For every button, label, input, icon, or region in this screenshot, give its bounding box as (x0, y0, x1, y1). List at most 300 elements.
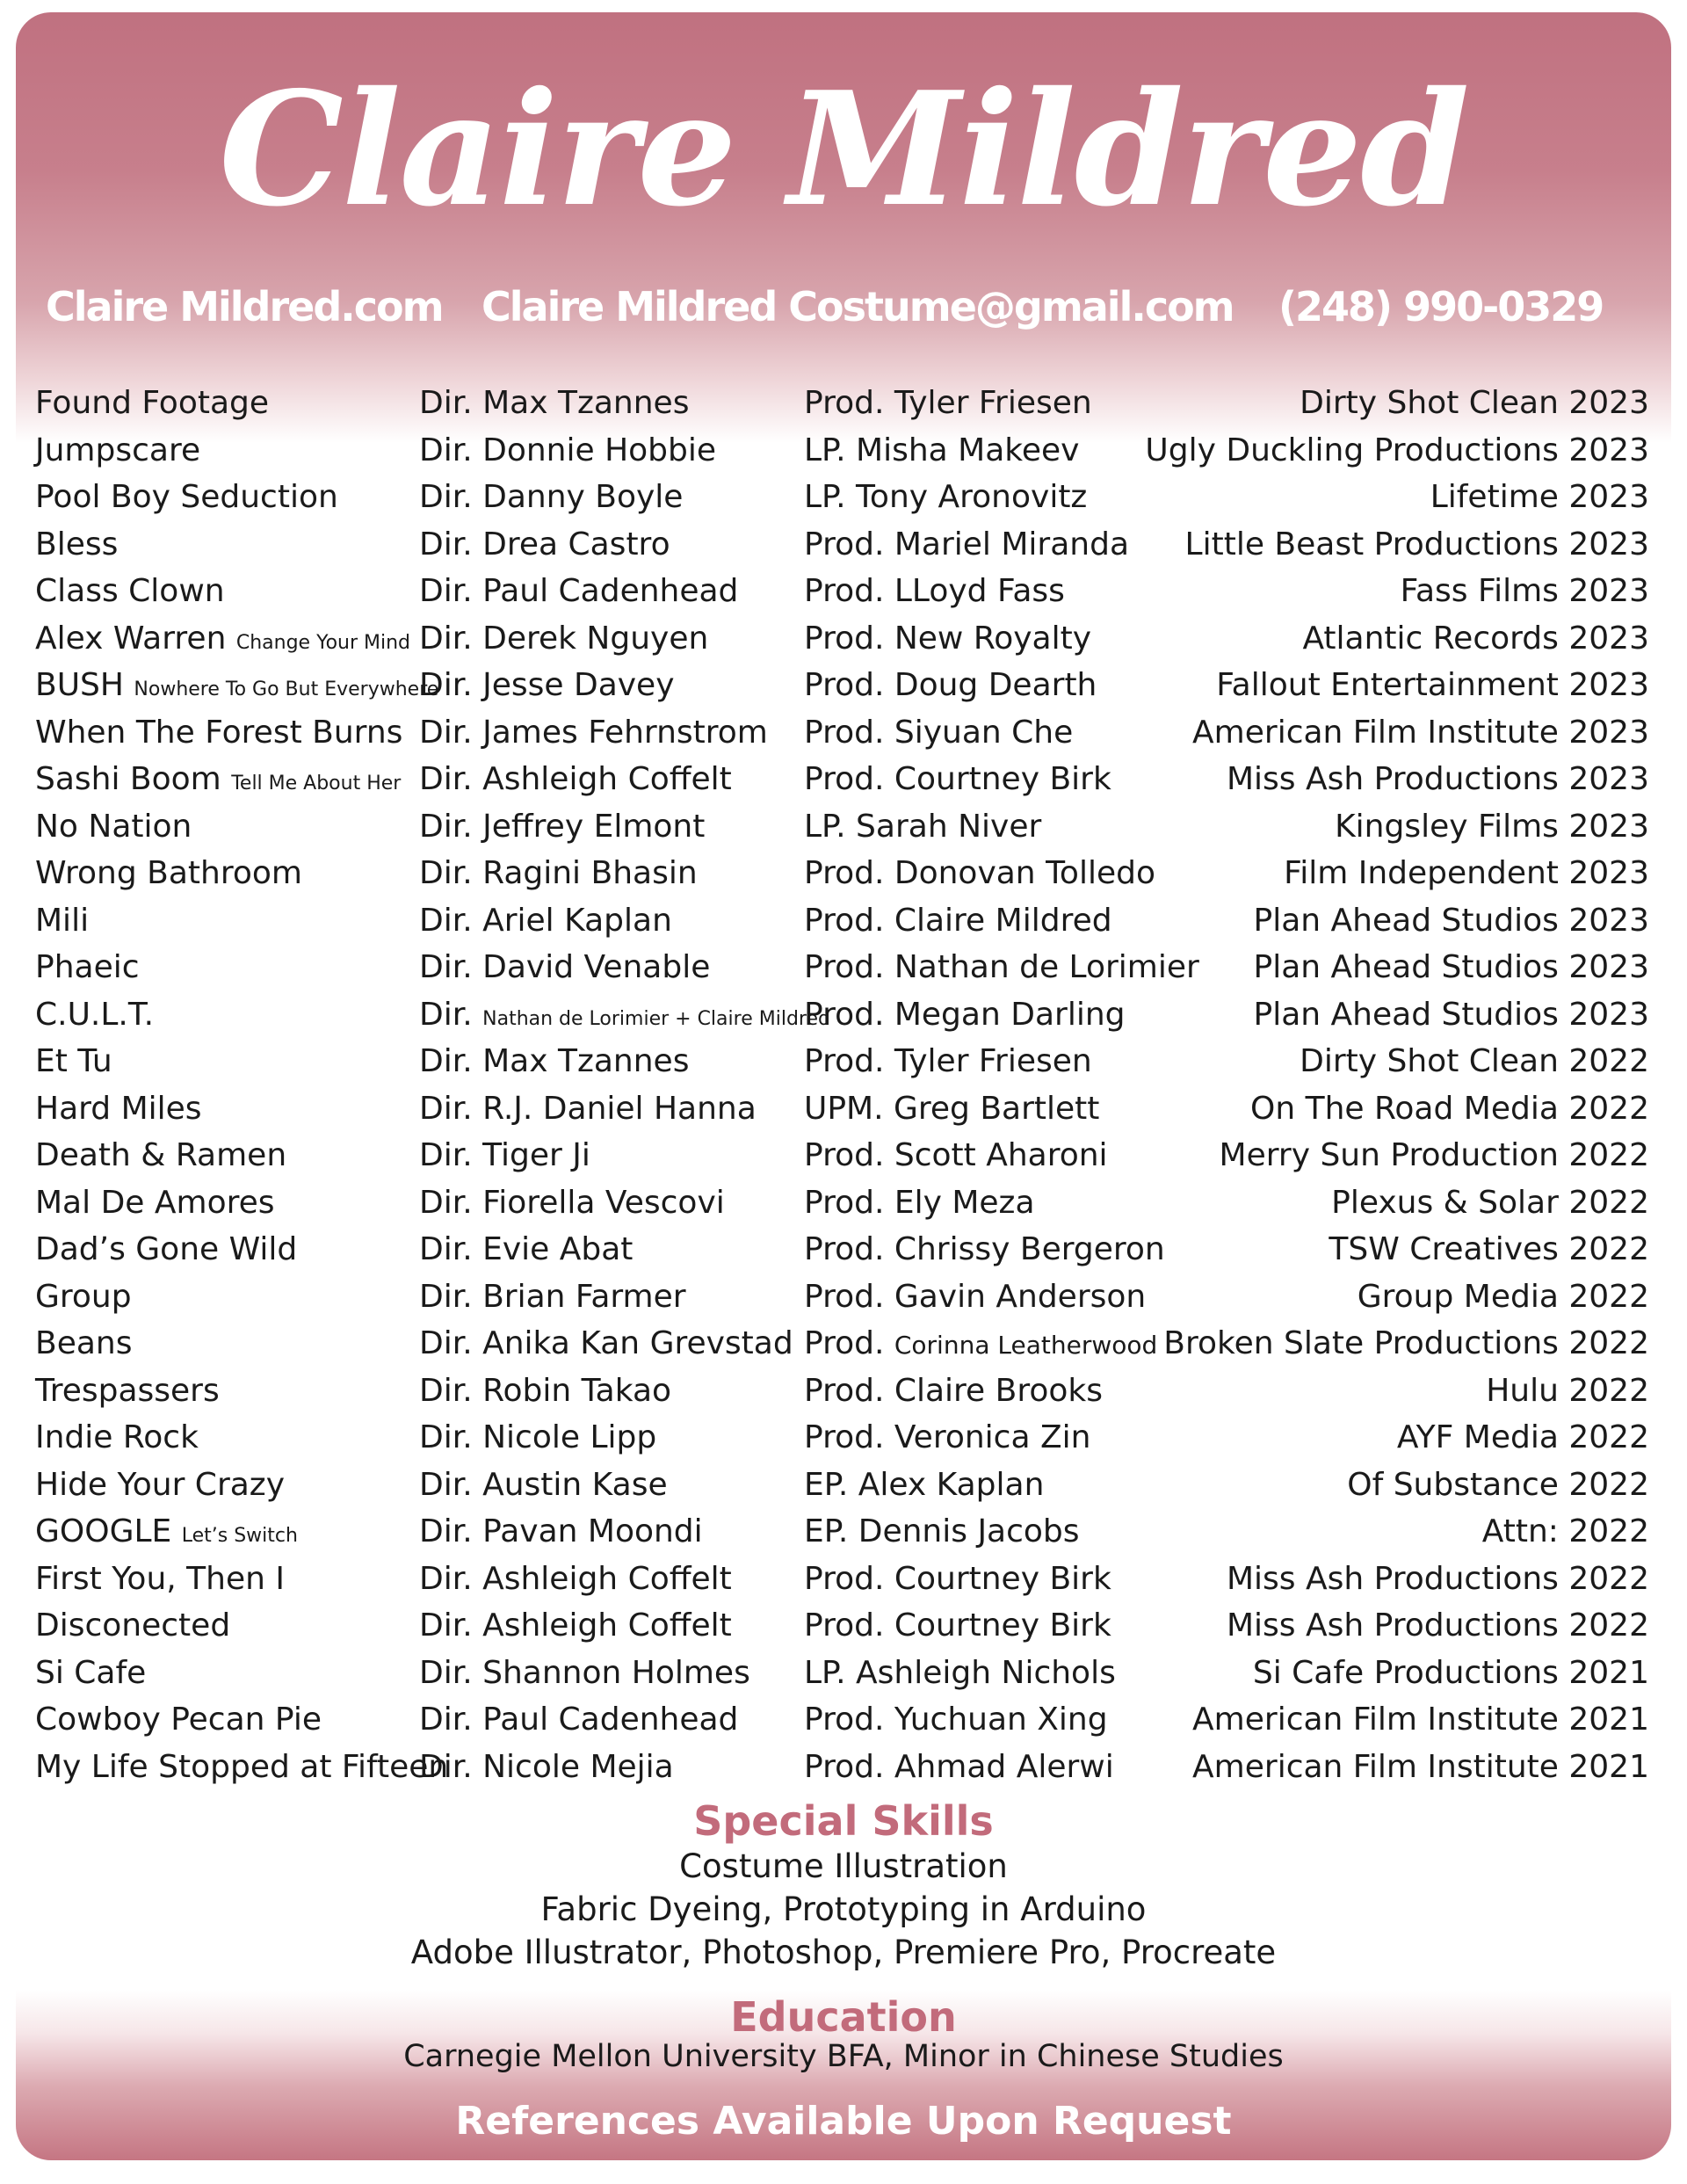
producer: Prod. Scott Aharoni (804, 1137, 1108, 1173)
company: Plan Ahead Studios (1253, 949, 1559, 985)
project-title: Alex Warren (35, 620, 227, 657)
project-cell (35, 1320, 132, 1368)
producer: Prod. Tyler Friesen (804, 385, 1092, 421)
company: On The Road Media (1250, 1090, 1559, 1127)
director: Dir. David Venable (419, 949, 711, 985)
producer-cell (804, 944, 1199, 991)
credit-row (0, 1038, 1687, 1085)
company: Lifetime (1430, 479, 1559, 515)
director: Dir. James Fehrnstrom (419, 714, 768, 751)
director: Dir. Jeffrey Elmont (419, 808, 706, 845)
project-subtitle: Tell Me About Her (231, 773, 402, 795)
project-cell (35, 615, 410, 667)
producer: EP. Alex Kaplan (804, 1466, 1045, 1503)
project-title: Disconected (35, 1607, 231, 1643)
producer: EP. Dennis Jacobs (804, 1513, 1080, 1549)
year: 2023 (1568, 385, 1649, 421)
project-cell (35, 1650, 146, 1697)
producer-cell (804, 1226, 1165, 1273)
producer-cell (804, 427, 1079, 475)
director: Dir. (419, 996, 473, 1033)
project-cell (35, 1226, 297, 1273)
credit-row (0, 709, 1687, 757)
year: 2022 (1568, 1043, 1649, 1079)
company: Hulu (1486, 1372, 1559, 1409)
company: Broken Slate Productions (1163, 1325, 1559, 1361)
director-cell (419, 991, 830, 1043)
credit-row (0, 1696, 1687, 1744)
credit-row (0, 568, 1687, 615)
phone-number: (248) 990-0329 (1278, 283, 1604, 330)
company-year-cell (1482, 1508, 1649, 1556)
credit-row (0, 1368, 1687, 1415)
company-year-cell (1254, 991, 1649, 1039)
director-cell (419, 1368, 671, 1415)
project-title: Phaeic (35, 949, 140, 985)
director-cell (419, 1556, 732, 1603)
credit-row (0, 1273, 1687, 1321)
year: 2023 (1568, 667, 1649, 703)
producer-cell (804, 521, 1129, 569)
project-title: Hide Your Crazy (35, 1466, 286, 1503)
director-cell (419, 380, 689, 427)
company-year-cell (1430, 474, 1649, 521)
project-cell (35, 380, 269, 427)
company-year-cell (1401, 568, 1649, 615)
producer: Prod. Megan Darling (804, 996, 1126, 1033)
director: Dir. R.J. Daniel Hanna (419, 1090, 757, 1127)
producer-cell (804, 1132, 1108, 1179)
company-year-cell (1192, 709, 1649, 757)
credit-row (0, 1744, 1687, 1791)
producer-cell (804, 850, 1155, 897)
producer: Prod. Doug Dearth (804, 667, 1097, 703)
education-text: Carnegie Mellon University BFA, Minor in Chinese Studies (403, 2039, 1284, 2074)
project-cell (35, 1744, 448, 1791)
producer-cell (804, 991, 1125, 1039)
project-cell (35, 1085, 202, 1133)
company: TSW Creatives (1329, 1231, 1559, 1267)
producer: Prod. Courtney Birk (804, 1560, 1111, 1597)
director: Dir. Tiger Ji (419, 1137, 590, 1173)
project-cell (35, 521, 118, 569)
project-cell (35, 897, 89, 945)
year: 2023 (1568, 855, 1649, 891)
year: 2023 (1568, 526, 1649, 562)
director-cell (419, 474, 683, 521)
director: Dir. Derek Nguyen (419, 620, 709, 657)
year: 2022 (1568, 1231, 1649, 1267)
producer-cell (804, 662, 1097, 709)
producer: Prod. LLoyd Fass (804, 573, 1065, 609)
credit-row (0, 1508, 1687, 1556)
company: Of Substance (1347, 1466, 1559, 1503)
project-subtitle: Nowhere To Go But Everywhere (134, 678, 439, 700)
credit-row (0, 850, 1687, 897)
credit-row (0, 1179, 1687, 1227)
project-title: Et Tu (35, 1043, 112, 1079)
company-year-cell (1284, 850, 1649, 897)
project-cell (35, 1368, 220, 1415)
director-cell (419, 1508, 703, 1556)
company-year-cell (1192, 1696, 1649, 1744)
director-cell (419, 615, 708, 663)
year: 2023 (1568, 620, 1649, 657)
project-title: Dad’s Gone Wild (35, 1231, 298, 1267)
director-cell (419, 1273, 686, 1321)
director: Dir. Ashleigh Coffelt (419, 761, 732, 797)
director-cell (419, 1650, 750, 1697)
producer-cell (804, 1508, 1080, 1556)
producer-cell (804, 756, 1111, 803)
project-cell (35, 1179, 275, 1227)
year: 2022 (1568, 1466, 1649, 1503)
director-cell (419, 756, 732, 803)
year: 2022 (1568, 1560, 1649, 1597)
project-title: GOOGLE (35, 1513, 172, 1549)
year: 2023 (1568, 573, 1649, 609)
company-year-cell (1216, 662, 1649, 709)
project-cell (35, 1602, 230, 1650)
credit-row (0, 521, 1687, 569)
producer: Prod. Veronica Zin (804, 1419, 1091, 1455)
director: Dir. Ragini Bhasin (419, 855, 698, 891)
project-title: Found Footage (35, 385, 270, 421)
producer: Prod. Chrissy Bergeron (804, 1231, 1165, 1267)
project-title: Mili (35, 902, 90, 939)
project-title: No Nation (35, 808, 192, 845)
project-title: C.U.L.T. (35, 996, 155, 1033)
director-cell (419, 1414, 656, 1462)
producer: Prod. Courtney Birk (804, 1607, 1111, 1643)
producer-cell (804, 1368, 1103, 1415)
director-cell (419, 897, 672, 945)
project-title: Indie Rock (35, 1419, 199, 1455)
company-year-cell (1335, 803, 1649, 851)
company-year-cell (1331, 1179, 1649, 1227)
year: 2022 (1568, 1090, 1649, 1127)
director: Dir. Pavan Moondi (419, 1513, 703, 1549)
credit-row (0, 991, 1687, 1039)
credit-row (0, 1320, 1687, 1368)
credit-row (0, 1085, 1687, 1133)
producer-cell (804, 474, 1087, 521)
producer: Prod. (804, 1325, 885, 1361)
company: American Film Institute (1192, 1748, 1559, 1785)
producer-cell (804, 568, 1065, 615)
director: Dir. Max Tzannes (419, 1043, 690, 1079)
director-cell (419, 1602, 732, 1650)
company: Plexus & Solar (1331, 1184, 1559, 1221)
project-cell (35, 1696, 322, 1744)
director: Dir. Jesse Davey (419, 667, 675, 703)
year: 2023 (1568, 479, 1649, 515)
project-cell (35, 1462, 285, 1509)
director: Dir. Austin Kase (419, 1466, 668, 1503)
producer-cell (804, 1179, 1035, 1227)
director: Dir. Nicole Mejia (419, 1748, 674, 1785)
project-title: Mal De Amores (35, 1184, 275, 1221)
producer-cell (804, 1556, 1111, 1603)
project-cell (35, 756, 401, 808)
year: 2023 (1568, 949, 1649, 985)
director: Dir. Robin Takao (419, 1372, 672, 1409)
company: American Film Institute (1192, 1701, 1559, 1738)
producer-cell (804, 615, 1091, 663)
producer: Prod. Tyler Friesen (804, 1043, 1092, 1079)
producer-cell (804, 1085, 1099, 1133)
credit-row (0, 662, 1687, 709)
company: Dirty Shot Clean (1300, 385, 1559, 421)
year: 2021 (1568, 1701, 1649, 1738)
project-cell (35, 568, 225, 615)
producer-cell (804, 1744, 1114, 1791)
producer: LP. Tony Aronovitz (804, 479, 1088, 515)
project-title: First You, Then I (35, 1560, 285, 1597)
project-title: Pool Boy Seduction (35, 479, 338, 515)
project-title: Beans (35, 1325, 133, 1361)
producer: Prod. Ely Meza (804, 1184, 1035, 1221)
director: Dir. Paul Cadenhead (419, 1701, 739, 1738)
project-cell (35, 1273, 132, 1321)
email-link[interactable]: Claire Mildred Costume@gmail.com (481, 283, 1234, 330)
producer-cell (804, 897, 1112, 945)
director-cell (419, 850, 698, 897)
project-title: Sashi Boom (35, 761, 221, 797)
credit-row (0, 1602, 1687, 1650)
producer: LP. Ashleigh Nichols (804, 1654, 1116, 1691)
year: 2023 (1568, 902, 1649, 939)
credit-row (0, 897, 1687, 945)
company-year-cell (1329, 1226, 1649, 1273)
director: Dir. Brian Farmer (419, 1278, 686, 1315)
company-year-cell (1220, 1132, 1649, 1179)
company-year-cell (1250, 1085, 1649, 1133)
company: Miss Ash Productions (1226, 761, 1559, 797)
producer: Prod. Courtney Birk (804, 761, 1111, 797)
year: 2022 (1568, 1137, 1649, 1173)
company-year-cell (1254, 944, 1649, 991)
director-cell (419, 1085, 757, 1133)
credit-row (0, 615, 1687, 663)
company: Merry Sun Production (1219, 1137, 1559, 1173)
company: Dirty Shot Clean (1300, 1043, 1559, 1079)
company-year-cell (1185, 521, 1649, 569)
producer: Prod. Siyuan Che (804, 714, 1074, 751)
year: 2022 (1568, 1513, 1649, 1549)
producer: Prod. Claire Brooks (804, 1372, 1104, 1409)
director-cell (419, 1226, 633, 1273)
company-year-cell (1145, 427, 1649, 475)
producer-cell (804, 1602, 1111, 1650)
company-year-cell (1486, 1368, 1649, 1415)
credit-row (0, 474, 1687, 521)
director: Dir. Ashleigh Coffelt (419, 1607, 732, 1643)
company-year-cell (1347, 1462, 1649, 1509)
project-title: When The Forest Burns (35, 714, 403, 751)
year: 2021 (1568, 1654, 1649, 1691)
year: 2023 (1568, 432, 1649, 468)
education-heading: Education (730, 1993, 957, 2041)
project-title: Class Clown (35, 573, 225, 609)
company: Si Cafe Productions (1252, 1654, 1559, 1691)
credit-row (0, 380, 1687, 427)
credit-row (0, 1556, 1687, 1603)
credit-row (0, 1132, 1687, 1179)
project-cell (35, 1414, 199, 1462)
director: Dir. Drea Castro (419, 526, 670, 562)
director-cell (419, 1320, 793, 1368)
company-year-cell (1300, 380, 1649, 427)
company-year-cell (1163, 1320, 1649, 1368)
director: Dir. Evie Abat (419, 1231, 634, 1267)
company: Fallout Entertainment (1216, 667, 1559, 703)
skill-item: Costume Illustration (679, 1847, 1008, 1885)
company-year-cell (1227, 1556, 1649, 1603)
project-subtitle: Let’s Switch (181, 1525, 298, 1547)
company-year-cell (1302, 615, 1649, 663)
producer: Prod. Claire Mildred (804, 902, 1112, 939)
credit-row (0, 1226, 1687, 1273)
director-cell (419, 944, 710, 991)
website-link[interactable]: Claire Mildred.com (46, 283, 443, 330)
producer: Prod. Gavin Anderson (804, 1278, 1147, 1315)
director: Dir. Shannon Holmes (419, 1654, 750, 1691)
credit-row (0, 427, 1687, 475)
director-cell (419, 662, 675, 709)
company-year-cell (1253, 1650, 1649, 1697)
project-title: Cowboy Pecan Pie (35, 1701, 322, 1738)
producer-cell (804, 1696, 1108, 1744)
director-cell (419, 1744, 674, 1791)
skill-item: Adobe Illustrator, Photoshop, Premiere Pro, Procreate (410, 1934, 1277, 1971)
company-year-cell (1227, 1602, 1649, 1650)
director: Dir. Ariel Kaplan (419, 902, 672, 939)
producer-cell (804, 1320, 1157, 1369)
director: Dir. Max Tzannes (419, 385, 690, 421)
year: 2022 (1568, 1184, 1649, 1221)
skill-item: Fabric Dyeing, Prototyping in Arduino (540, 1890, 1147, 1928)
project-cell (35, 709, 402, 757)
year: 2022 (1568, 1419, 1649, 1455)
credit-row (0, 1650, 1687, 1697)
year: 2023 (1568, 761, 1649, 797)
credit-row (0, 803, 1687, 851)
producer-cell (804, 1414, 1090, 1462)
project-title: Jumpscare (35, 432, 201, 468)
producer: Prod. New Royalty (804, 620, 1092, 657)
company: Kingsley Films (1335, 808, 1559, 845)
credits-list (0, 380, 1687, 1790)
company: Attn: (1481, 1513, 1559, 1549)
producer: LP. Misha Makeev (804, 432, 1080, 468)
producer-name: Corinna Leatherwood (894, 1331, 1158, 1360)
director: Dir. Donnie Hobbie (419, 432, 717, 468)
producer: Prod. Mariel Miranda (804, 526, 1130, 562)
producer-cell (804, 709, 1073, 757)
project-cell (35, 662, 438, 714)
producer-cell (804, 380, 1092, 427)
project-title: Death & Ramen (35, 1137, 287, 1173)
project-title: Group (35, 1278, 132, 1315)
company-year-cell (1358, 1273, 1649, 1321)
company: Group Media (1357, 1278, 1559, 1315)
company: Film Independent (1284, 855, 1559, 891)
project-title: My Life Stopped at Fifteen (35, 1748, 449, 1785)
project-cell (35, 1038, 112, 1085)
company: Miss Ash Productions (1226, 1560, 1559, 1597)
producer: Prod. Yuchuan Xing (804, 1701, 1108, 1738)
project-title: Bless (35, 526, 119, 562)
project-cell (35, 803, 192, 851)
project-title: Si Cafe (35, 1654, 147, 1691)
director-cell (419, 521, 670, 569)
producer-cell (804, 1462, 1044, 1509)
company-year-cell (1397, 1414, 1649, 1462)
name-title: Claire Mildred (219, 57, 1468, 241)
producer-cell (804, 1038, 1092, 1085)
project-cell (35, 1556, 285, 1603)
director: Dir. Fiorella Vescovi (419, 1184, 725, 1221)
references-note: References Available Upon Request (455, 2099, 1232, 2144)
credit-row (0, 756, 1687, 803)
director-names: Nathan de Lorimier + Claire Mildred (482, 1007, 830, 1030)
project-cell (35, 474, 338, 521)
project-title: Trespassers (35, 1372, 220, 1409)
director: Dir. Nicole Lipp (419, 1419, 657, 1455)
director-cell (419, 1179, 725, 1227)
year: 2022 (1568, 1607, 1649, 1643)
year: 2023 (1568, 808, 1649, 845)
director-cell (419, 1132, 590, 1179)
year: 2023 (1568, 996, 1649, 1033)
company-year-cell (1300, 1038, 1649, 1085)
director-cell (419, 1696, 738, 1744)
producer: Prod. Nathan de Lorimier (804, 949, 1199, 985)
director: Dir. Anika Kan Grevstad (419, 1325, 793, 1361)
director: Dir. Danny Boyle (419, 479, 684, 515)
credit-row (0, 1462, 1687, 1509)
company: Plan Ahead Studios (1253, 902, 1559, 939)
director-cell (419, 803, 705, 851)
project-subtitle: Change Your Mind (235, 631, 411, 654)
project-cell (35, 1132, 286, 1179)
producer: UPM. Greg Bartlett (804, 1090, 1100, 1127)
company: Miss Ash Productions (1226, 1607, 1559, 1643)
project-title: BUSH (35, 667, 124, 703)
director-cell (419, 568, 738, 615)
project-cell (35, 944, 140, 991)
company: Plan Ahead Studios (1253, 996, 1559, 1033)
project-cell (35, 1508, 298, 1560)
producer-cell (804, 803, 1041, 851)
credit-row (0, 1414, 1687, 1462)
project-cell (35, 427, 200, 475)
producer: LP. Sarah Niver (804, 808, 1042, 845)
credit-row (0, 944, 1687, 991)
company-year-cell (1227, 756, 1649, 803)
company: Fass Films (1400, 573, 1559, 609)
company: Little Beast Productions (1184, 526, 1559, 562)
company: Atlantic Records (1302, 620, 1559, 657)
skills-heading: Special Skills (693, 1797, 994, 1845)
company-year-cell (1254, 897, 1649, 945)
director: Dir. Ashleigh Coffelt (419, 1560, 732, 1597)
company: American Film Institute (1192, 714, 1559, 751)
year: 2022 (1568, 1325, 1649, 1361)
director-cell (419, 1462, 668, 1509)
company: AYF Media (1396, 1419, 1559, 1455)
